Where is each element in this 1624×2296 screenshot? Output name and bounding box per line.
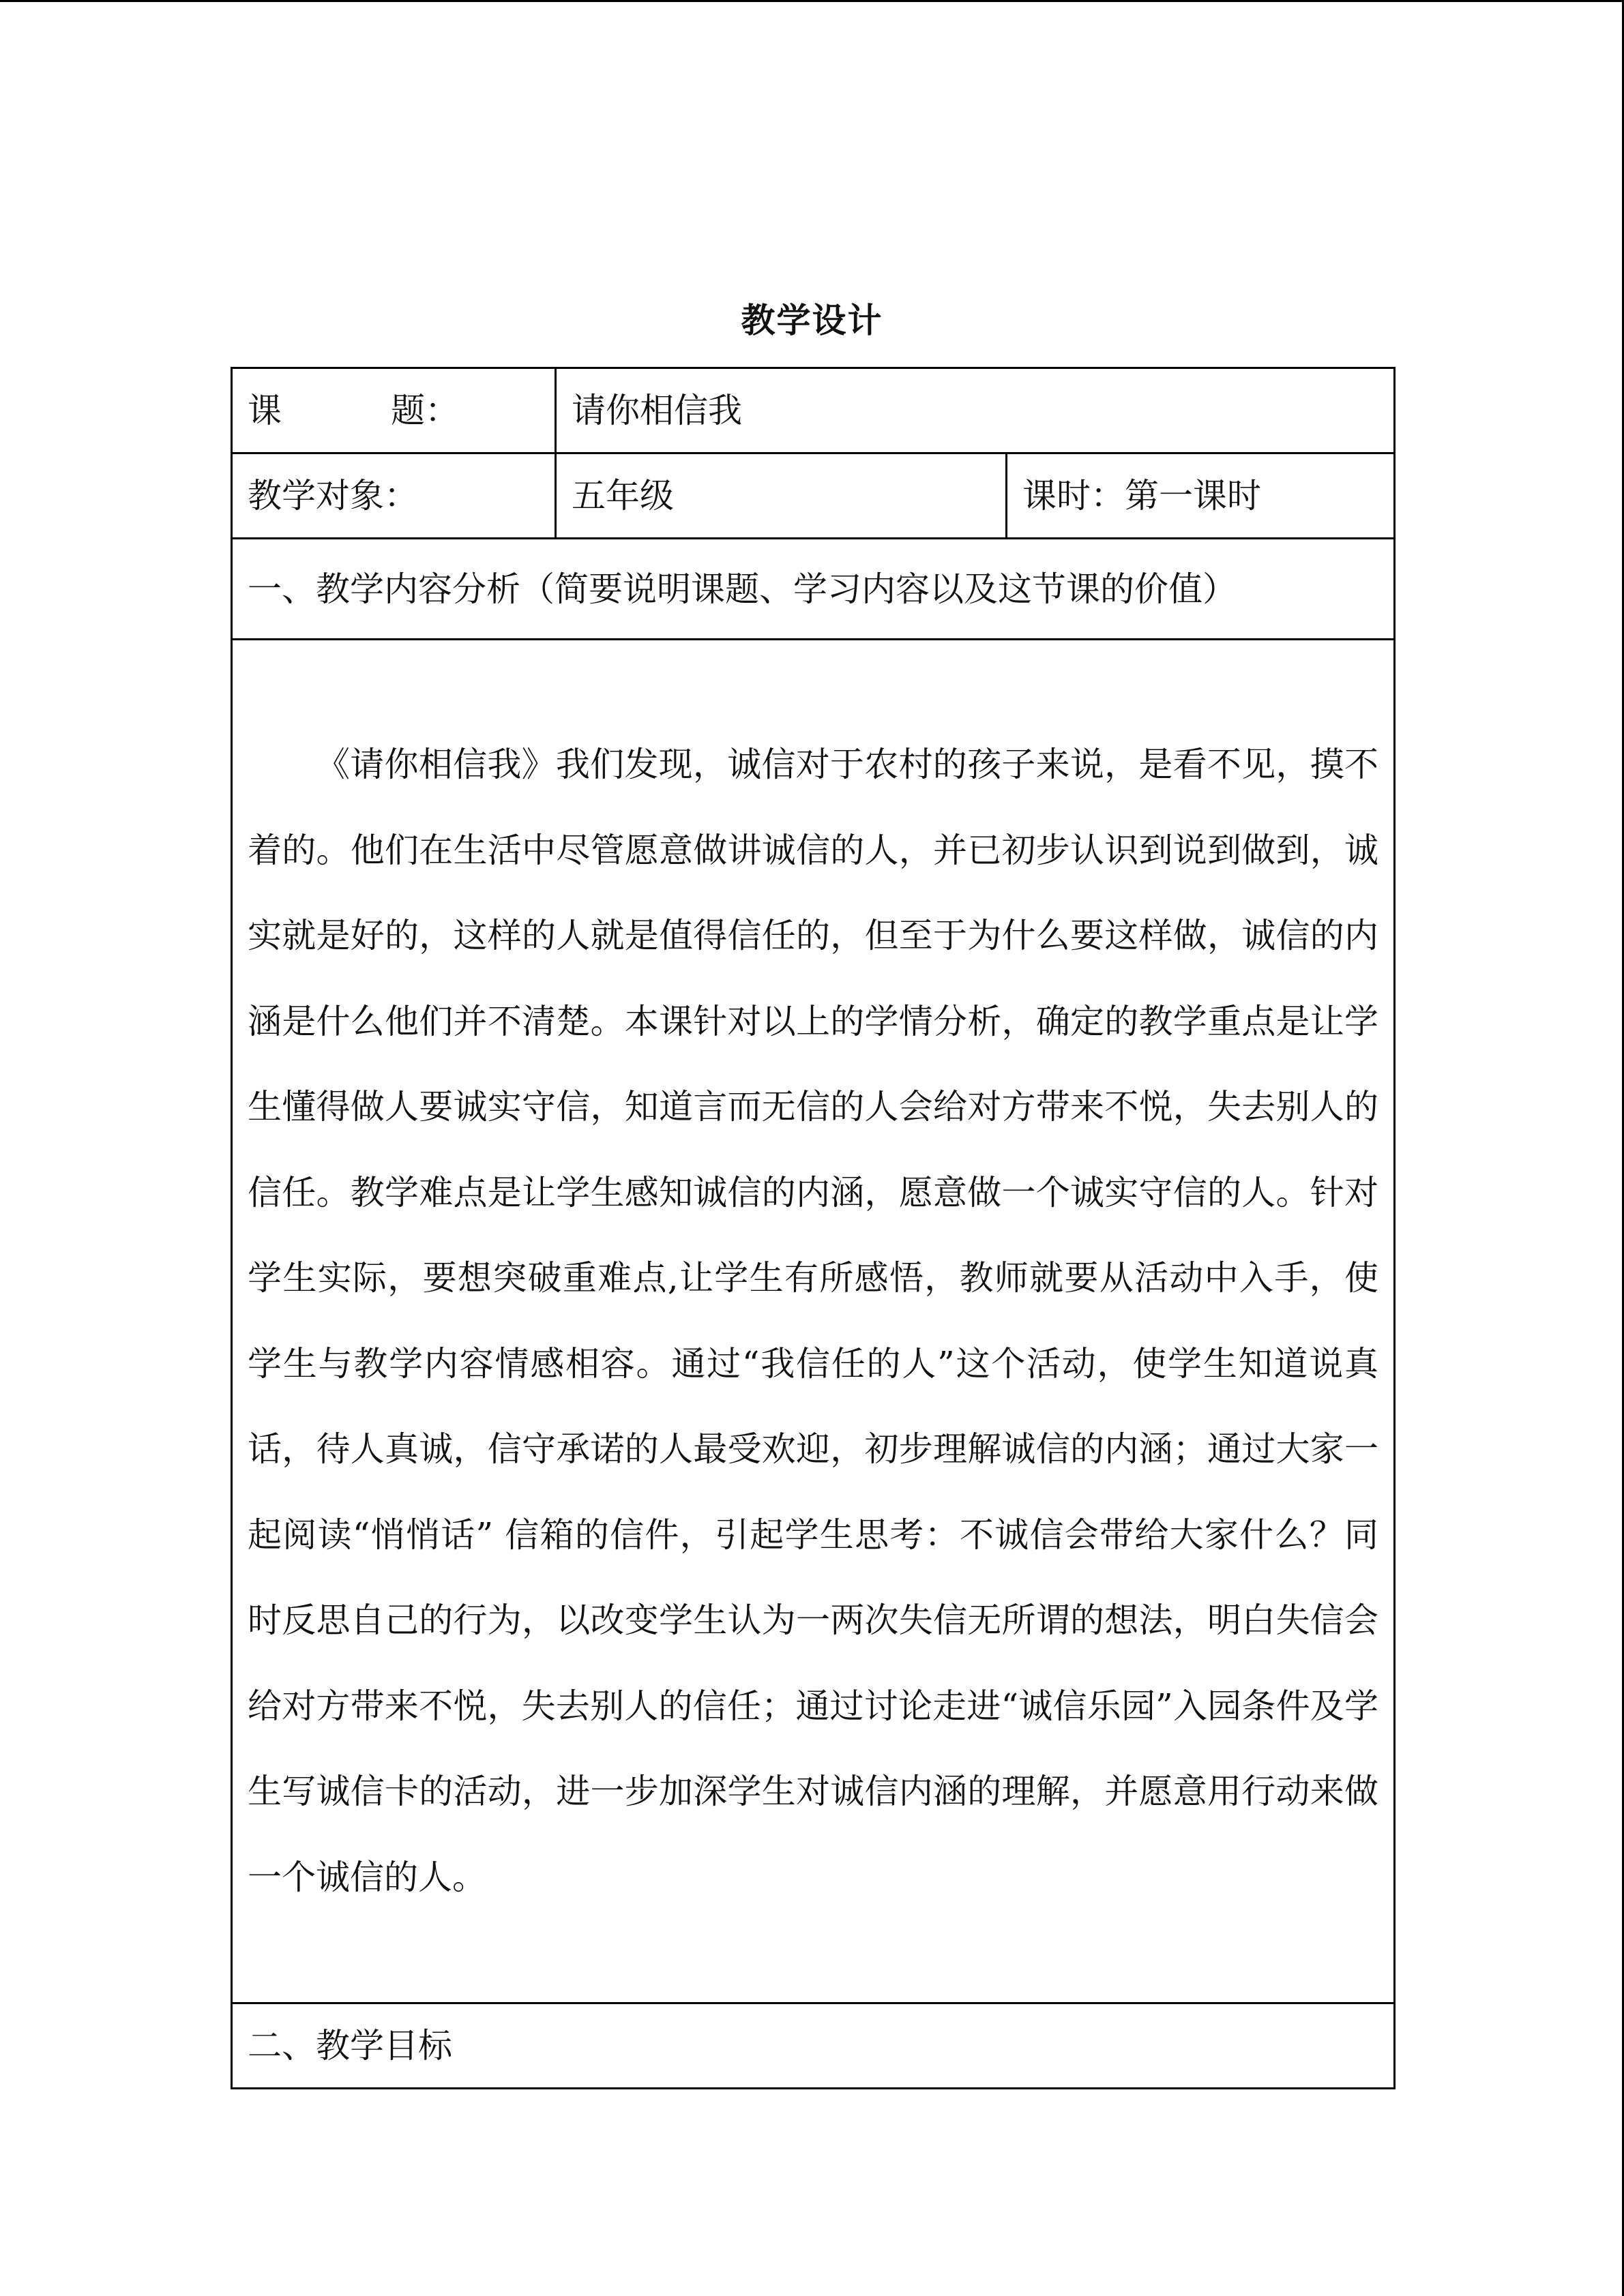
section1-body-text: 《请你相信我》我们发现，诚信对于农村的孩子来说，是看不见，摸不着的。他们在生活中尽管愿意做讲诚信的人，并已初步认识到说到做到，诚实就是好的，这样的人就是值得信任的，但至于为什么要这样做，诚信的内涵是什么他们并不清楚。本课针对以上的学情分析，确定的教学重点是让学生懂得做人要诚实守信，知道言而无信的人会给对方带来不悦，失去别人的信任。教学难点是让学生感知诚信的内涵，愿意做一个诚实守信的人。针对学生实际，要想突破重难点,让学生有所感悟，教师就要从活动中入手，使学生与教学内容情感相容。通过“我信任的人”这个活动，使学生知道说真话，待人真诚，信守承诺的人最受欢迎，初步理解诚信的内涵；通过大家一起阅读“悄悄话” 信箱的信件，引起学生思考：不诚信会带给大家什么？同时反思自己的行为，以改变学生认为一两次失信无所谓的想法，明白失信会给对方带来不悦，失去别人的信任；通过讨论走进“诚信乐园”入园条件及学生写诚信卡的活动，进一步加深学生对诚信内涵的理解，并愿意用行动来做一个诚信的人。: [248, 745, 1378, 1897]
section2-heading: 二、教学目标: [232, 2003, 1395, 2089]
section1-body-cell: [232, 640, 1395, 2003]
topic-value: 请你相信我: [556, 368, 1395, 453]
document-title: 教学设计: [741, 300, 883, 340]
section2-heading-row: [232, 2003, 1395, 2089]
topic-label-first: 课: [248, 391, 282, 430]
topic-label-second: 题：: [391, 391, 459, 430]
period-value: 课时：第一课时: [1007, 453, 1395, 539]
lesson-table: [231, 367, 1396, 2089]
audience-label: 教学对象：: [232, 453, 556, 539]
section1-heading: 一、教学内容分析（简要说明课题、学习内容以及这节课的价值）: [232, 539, 1395, 640]
section1-heading-row: [232, 539, 1395, 640]
topic-row: [232, 368, 1395, 453]
audience-value: 五年级: [556, 453, 1007, 539]
topic-label: [232, 368, 556, 453]
section1-body-row: [232, 640, 1395, 2003]
audience-row: [232, 453, 1395, 539]
